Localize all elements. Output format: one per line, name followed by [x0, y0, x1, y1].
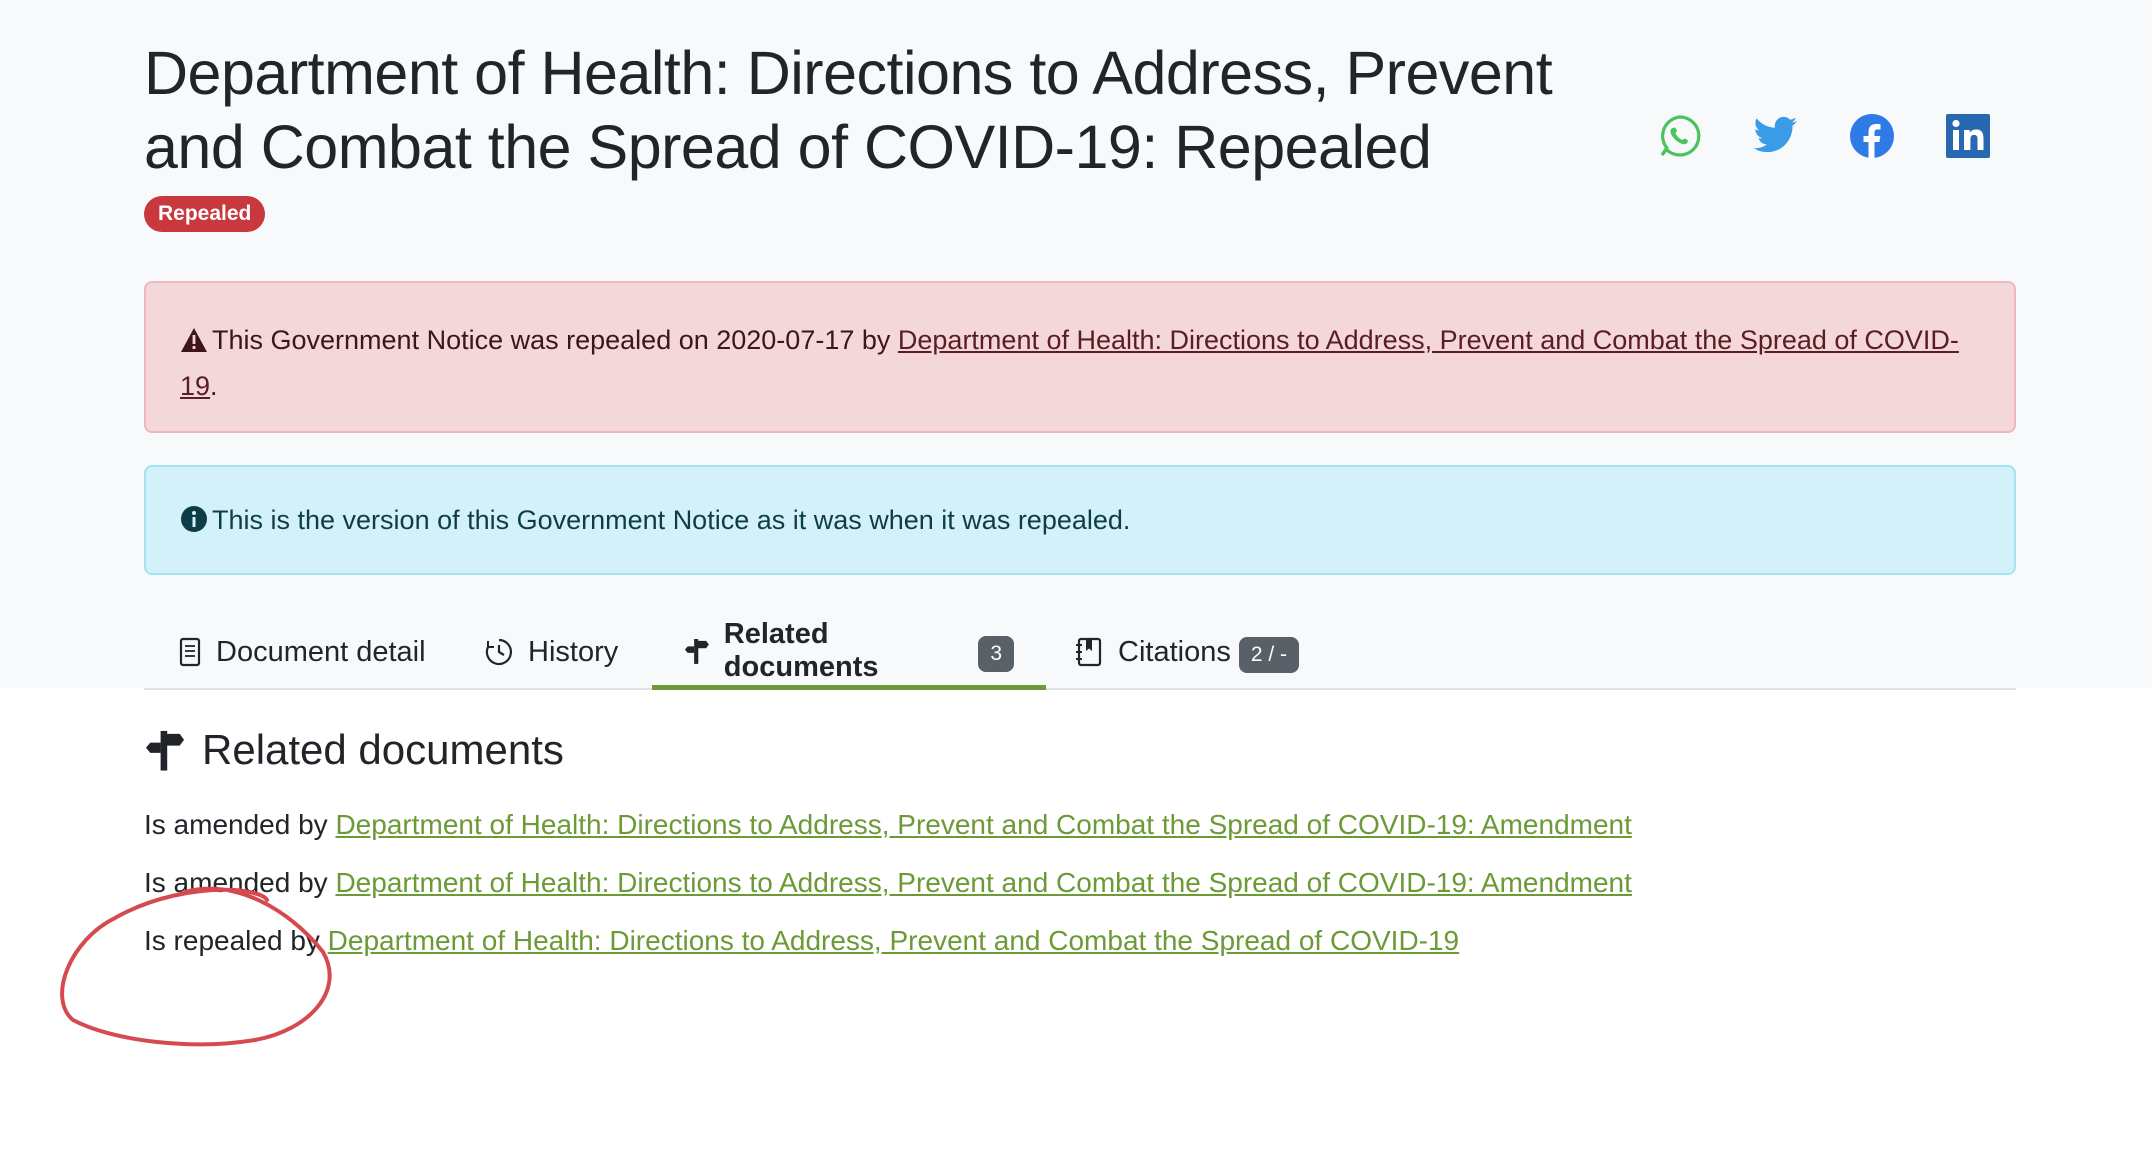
repealed-alert-suffix: .	[210, 371, 218, 401]
tab-label: History	[528, 635, 619, 668]
tab-history[interactable]	[484, 616, 618, 688]
repealing-document-link[interactable]: Department of Health: Directions to Address, Prevent and Combat the Spread of COVID-19	[180, 325, 1959, 401]
list-item	[144, 921, 1459, 961]
relation-label: Is amended by	[144, 809, 328, 840]
related-count-badge: 3	[978, 636, 1014, 672]
whatsapp-icon[interactable]	[1656, 112, 1704, 160]
signpost-icon	[684, 636, 710, 666]
repealed-alert-text: This Government Notice was repealed on 2020-07-17 by	[212, 325, 898, 355]
signpost-icon	[144, 728, 186, 772]
facebook-icon[interactable]	[1848, 112, 1896, 160]
repealed-alert	[144, 281, 2016, 433]
twitter-icon[interactable]	[1752, 112, 1800, 160]
tab-document-detail[interactable]	[178, 616, 426, 688]
tab-label: Related documents	[723, 617, 879, 683]
tab-label: Document detail	[216, 635, 426, 668]
section-title: Related documents	[202, 726, 564, 773]
book-icon	[1074, 637, 1104, 667]
citations-count-badge: 2 / -	[1239, 637, 1299, 673]
clock-icon	[484, 637, 514, 667]
version-info-text: This is the version of this Government Notice as it was when it was repealed.	[212, 505, 1131, 535]
relation-label: Is amended by	[144, 867, 328, 898]
page-title: Department of Health: Directions to Address, Prevent and Combat the Spread of COVID-19: Repealed	[144, 39, 1553, 181]
list-item	[144, 863, 1632, 903]
document-icon	[178, 637, 202, 667]
version-info-alert	[144, 465, 2016, 575]
info-icon	[180, 503, 208, 545]
tab-citations[interactable]	[1074, 616, 1299, 688]
related-document-link[interactable]: Department of Health: Directions to Address, Prevent and Combat the Spread of COVID-19: Amendment	[335, 809, 1632, 840]
tab-label: Citations	[1118, 635, 1231, 668]
tab-related-documents[interactable]	[652, 616, 1046, 690]
list-item	[144, 805, 1632, 845]
status-badge: Repealed	[144, 196, 265, 232]
linkedin-icon[interactable]	[1944, 112, 1992, 160]
warning-icon	[180, 323, 208, 365]
relation-label: Is repealed by	[144, 925, 320, 956]
related-document-link[interactable]: Department of Health: Directions to Address, Prevent and Combat the Spread of COVID-19: Amendment	[335, 867, 1632, 898]
related-document-link[interactable]: Department of Health: Directions to Address, Prevent and Combat the Spread of COVID-19	[327, 925, 1460, 956]
related-documents-heading	[144, 720, 564, 780]
document-tabs	[144, 616, 2016, 690]
